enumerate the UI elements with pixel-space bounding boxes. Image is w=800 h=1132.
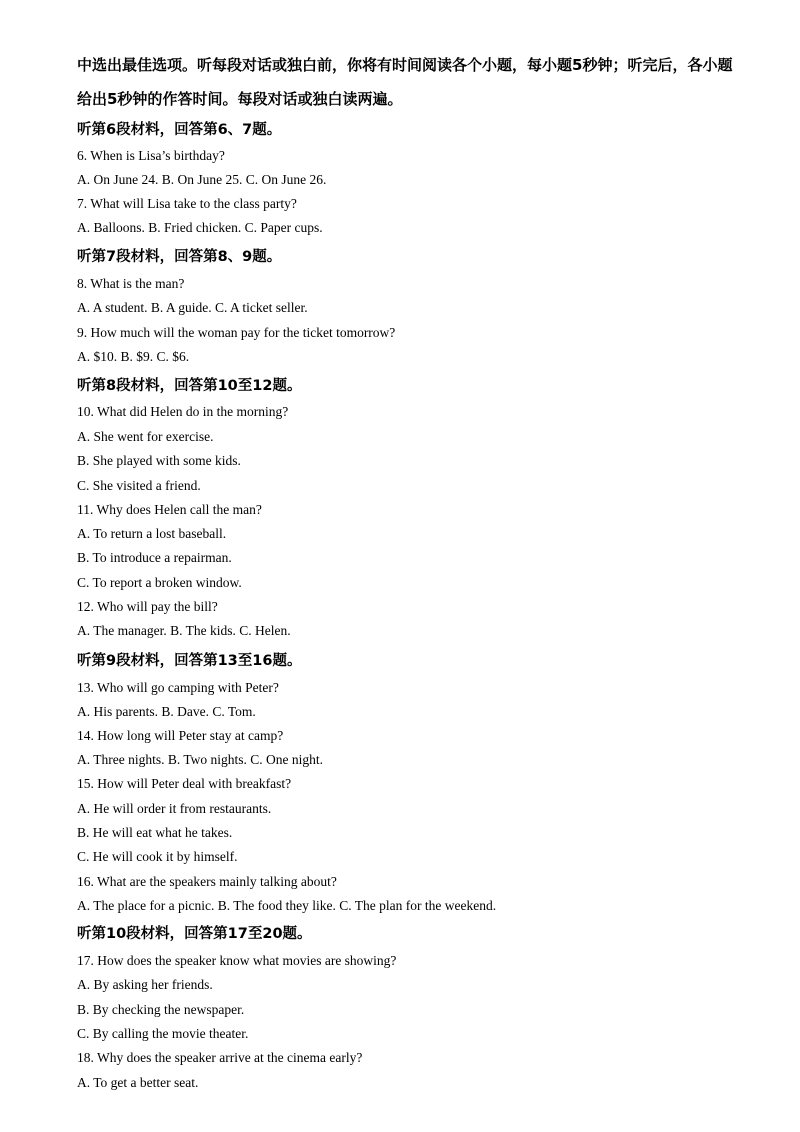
option-b: B. To introduce a repairman. bbox=[77, 550, 232, 565]
option-c: C. By calling the movie theater. bbox=[77, 1026, 249, 1041]
option-a: A. To get a better seat. bbox=[77, 1075, 199, 1090]
question-options: A. Balloons. B. Fried chicken. C. Paper cups. bbox=[77, 220, 323, 235]
question-text: 15. How will Peter deal with breakfast? bbox=[77, 776, 292, 791]
option-a: A. She went for exercise. bbox=[77, 429, 214, 444]
section-heading: 听第10段材料，回答第17至20题。 bbox=[77, 926, 312, 942]
option-c: C. To report a broken window. bbox=[77, 575, 242, 590]
question-text: 16. What are the speakers mainly talking about? bbox=[77, 874, 337, 889]
question-text: 11. Why does Helen call the man? bbox=[77, 502, 262, 517]
question-options: A. A student. B. A guide. C. A ticket seller. bbox=[77, 300, 308, 315]
option-a: A. To return a lost baseball. bbox=[77, 526, 227, 541]
question-options: A. On June 24. B. On June 25. C. On June 26. bbox=[77, 172, 327, 187]
question-text: 18. Why does the speaker arrive at the cinema early? bbox=[77, 1050, 363, 1065]
section-heading: 听第6段材料，回答第6、7题。 bbox=[77, 122, 282, 138]
question-text: 17. How does the speaker know what movies are showing? bbox=[77, 953, 397, 968]
option-b: B. He will eat what he takes. bbox=[77, 825, 233, 840]
option-a: A. He will order it from restaurants. bbox=[77, 801, 272, 816]
question-text: 6. When is Lisa’s birthday? bbox=[77, 148, 225, 163]
question-options: A. His parents. B. Dave. C. Tom. bbox=[77, 704, 256, 719]
question-options: A. Three nights. B. Two nights. C. One night. bbox=[77, 752, 324, 767]
question-options: A. The place for a picnic. B. The food they like. C. The plan for the weekend. bbox=[77, 898, 497, 913]
question-text: 12. Who will pay the bill? bbox=[77, 599, 218, 614]
option-a: A. By asking her friends. bbox=[77, 977, 213, 992]
question-text: 14. How long will Peter stay at camp? bbox=[77, 728, 284, 743]
question-text: 10. What did Helen do in the morning? bbox=[77, 404, 289, 419]
instructions-paragraph: 中选出最佳选项。听每段对话或独白前，你将有时间阅读各个小题，每小题5秒钟；听完后，各小题给出5秒钟的作答时间。每段对话或独白读两遍。 bbox=[77, 56, 733, 108]
question-text: 8. What is the man? bbox=[77, 276, 185, 291]
section-heading: 听第8段材料，回答第10至12题。 bbox=[77, 378, 302, 394]
option-b: B. By checking the newspaper. bbox=[77, 1002, 245, 1017]
question-options: A. $10. B. $9. C. $6. bbox=[77, 349, 190, 364]
question-text: 7. What will Lisa take to the class party? bbox=[77, 196, 297, 211]
question-text: 9. How much will the woman pay for the ticket tomorrow? bbox=[77, 325, 396, 340]
section-heading: 听第9段材料，回答第13至16题。 bbox=[77, 653, 302, 669]
option-b: B. She played with some kids. bbox=[77, 453, 241, 468]
option-c: C. She visited a friend. bbox=[77, 478, 201, 493]
section-heading: 听第7段材料，回答第8、9题。 bbox=[77, 249, 282, 265]
question-options: A. The manager. B. The kids. C. Helen. bbox=[77, 623, 291, 638]
option-c: C. He will cook it by himself. bbox=[77, 849, 238, 864]
question-text: 13. Who will go camping with Peter? bbox=[77, 680, 279, 695]
